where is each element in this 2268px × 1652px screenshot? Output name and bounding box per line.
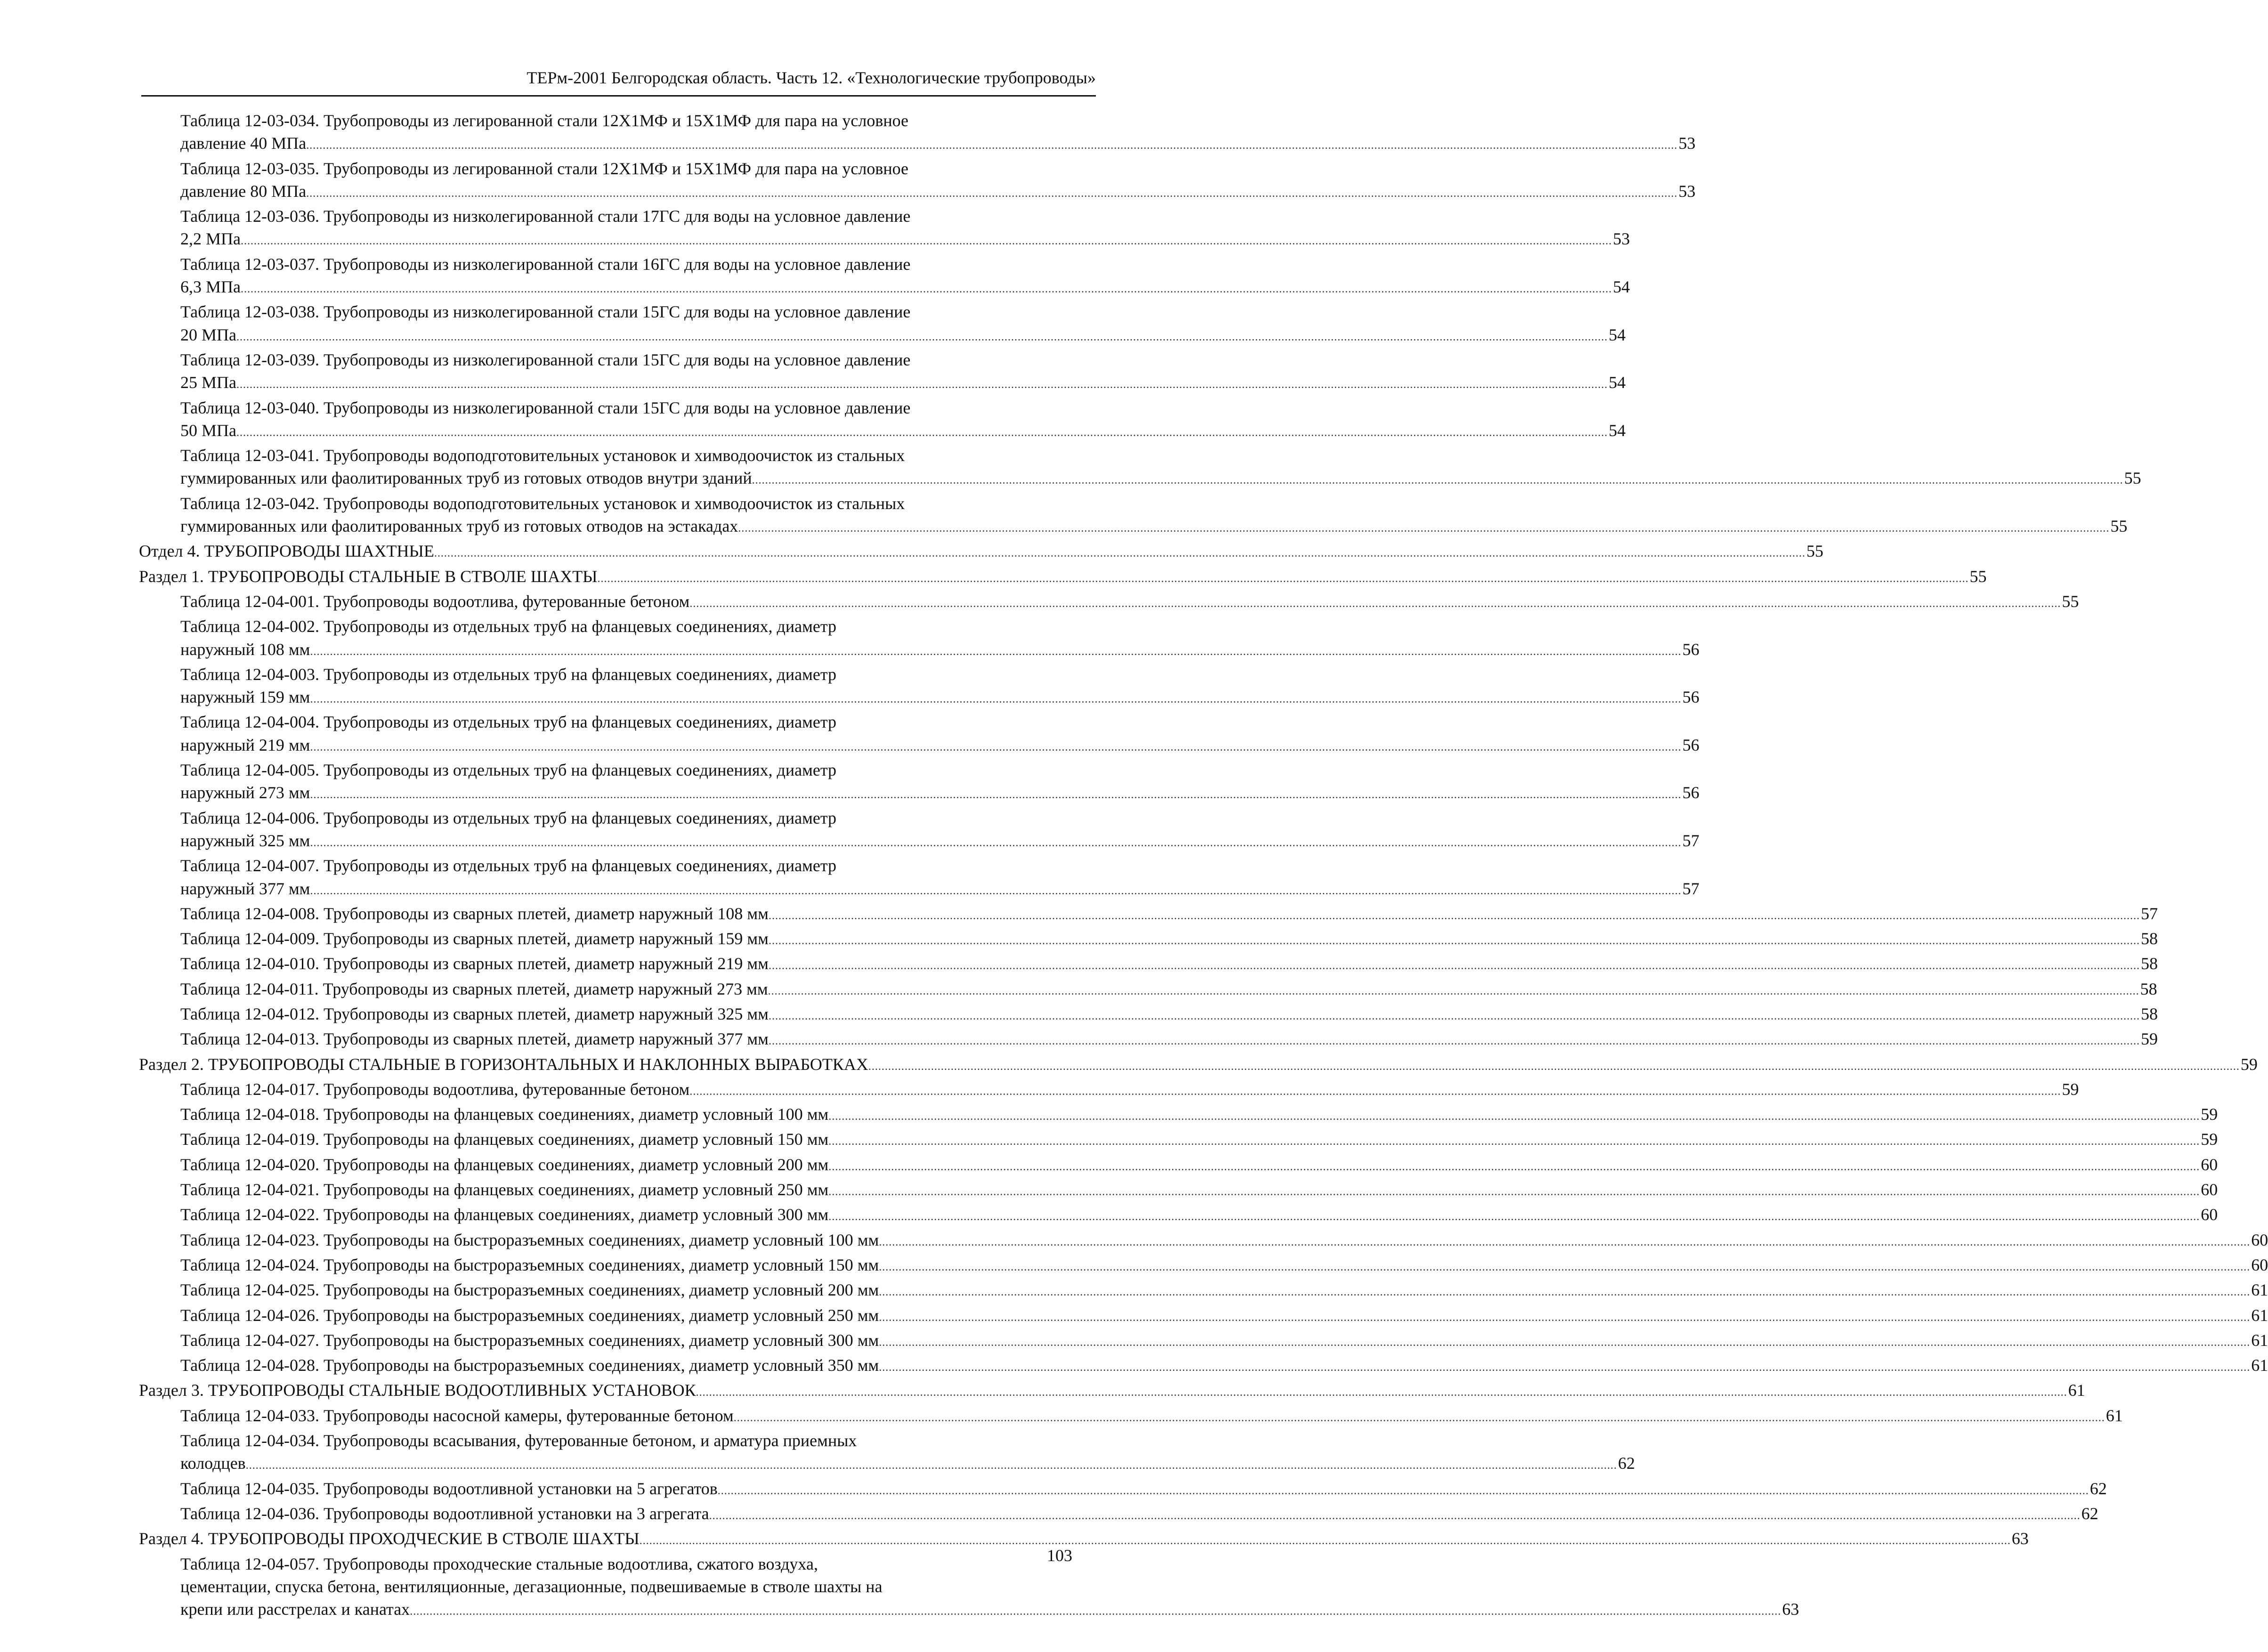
toc-entry-page: 60 <box>2251 1230 2268 1249</box>
toc-entry-page: 55 <box>1969 567 1987 586</box>
toc-entry-page: 55 <box>2110 517 2128 536</box>
toc-entry-page: 57 <box>1682 831 1700 850</box>
toc-entry-page: 59 <box>2201 1105 2218 1124</box>
toc-entry-leader-line <box>180 180 1696 205</box>
toc-table-entry[interactable] <box>139 1404 2123 1429</box>
toc-table-entry[interactable] <box>139 1553 1799 1623</box>
toc-entry-text-line: Таблица 12-04-004. Трубопроводы из отдельных труб на фланцевых соединениях, диаметр <box>180 713 836 732</box>
toc-entry-page: 54 <box>1609 421 1626 440</box>
toc-entry-title: Таблица 12-04-017. Трубопроводы водоотлива, футерованные бетоном <box>180 1079 690 1099</box>
toc-entry-page: 59 <box>2062 1079 2079 1099</box>
toc-entry-leader-line <box>180 902 2158 927</box>
toc-entry-title: наружный 219 мм <box>180 735 310 754</box>
toc-entry-leader-line <box>180 1254 2268 1279</box>
toc-entry-text-line: Таблица 12-04-005. Трубопроводы из отдельных труб на фланцевых соединениях, диаметр <box>180 761 836 780</box>
dot-leader <box>236 326 1608 348</box>
dot-leader <box>689 1080 2061 1103</box>
toc-entry-leader-line <box>180 419 1626 444</box>
toc-entry-leader-line <box>180 1279 2268 1304</box>
toc-entry-leader-line <box>180 1304 2268 1329</box>
toc-table-entry[interactable] <box>139 1254 2268 1279</box>
dot-leader <box>769 930 2140 952</box>
dot-leader <box>310 640 1681 663</box>
toc-entry-leader-line <box>180 1003 2158 1028</box>
toc-entry-title: Таблица 12-04-010. Трубопроводы из сварных плетей, диаметр наружный 219 мм <box>180 954 769 973</box>
toc-entry-title: Таблица 12-04-021. Трубопроводы на фланцевых соединениях, диаметр условный 250 мм <box>180 1180 829 1199</box>
dot-leader <box>310 736 1681 759</box>
dot-leader <box>828 1181 2200 1203</box>
toc-table-entry[interactable] <box>139 444 2141 492</box>
toc-entry-leader-line <box>180 1477 2107 1502</box>
toc-entry-text-line: Таблица 12-04-057. Трубопроводы проходческие стальные водоотлива, сжатого воздуха, <box>180 1554 818 1573</box>
toc-table-entry[interactable] <box>139 1103 2218 1128</box>
dot-leader <box>310 784 1681 806</box>
toc-entry-title: Таблица 12-04-035. Трубопроводы водоотливной установки на 5 агрегатов <box>180 1479 718 1498</box>
toc-entry-page: 63 <box>2011 1529 2029 1548</box>
toc-entry-leader-line <box>139 540 1823 565</box>
toc-table-entry[interactable] <box>139 590 2079 615</box>
dot-leader <box>640 1530 2011 1552</box>
dot-leader <box>828 1130 2200 1153</box>
toc-table-entry[interactable] <box>139 492 2128 540</box>
toc-entry-title: Таблица 12-04-019. Трубопроводы на фланцевых соединениях, диаметр условный 150 мм <box>180 1130 829 1149</box>
toc-table-entry[interactable] <box>139 759 1700 807</box>
toc-entry-title: Раздел 2. ТРУБОПРОВОДЫ СТАЛЬНЫЕ В ГОРИЗОНТАЛЬНЫХ И НАКЛОННЫХ ВЫРАБОТКАХ <box>139 1054 868 1074</box>
toc-entry-title: 25 МПа <box>180 373 236 392</box>
toc-entry-title: Таблица 12-04-022. Трубопроводы на фланцевых соединениях, диаметр условный 300 мм <box>180 1205 829 1224</box>
toc-entry-leader-line <box>180 1128 2218 1153</box>
dot-leader <box>434 542 1806 565</box>
toc-entry-leader-line <box>180 467 2141 492</box>
dot-leader <box>879 1306 2250 1329</box>
toc-entry-page: 61 <box>2068 1381 2085 1400</box>
toc-table-entry[interactable] <box>139 663 1700 711</box>
toc-entry-text-line: Таблица 12-03-038. Трубопроводы из низколегированной стали 15ГС для воды на условное давление <box>180 302 911 322</box>
dot-leader <box>769 905 2140 927</box>
toc-entry-leader-line <box>180 829 1700 854</box>
toc-section-entry[interactable] <box>139 1053 2258 1078</box>
toc-entry-leader-line <box>139 1053 2258 1078</box>
toc-table-entry[interactable] <box>139 300 1626 348</box>
toc-entry-page: 62 <box>2081 1504 2098 1523</box>
toc-entry-text-line: Таблица 12-03-039. Трубопроводы из низколегированной стали 15ГС для воды на условное давление <box>180 350 911 369</box>
toc-entry-title: Таблица 12-04-018. Трубопроводы на фланцевых соединениях, диаметр условный 100 мм <box>180 1105 829 1124</box>
toc-entry-title: наружный 159 мм <box>180 688 310 707</box>
toc-entry-page: 61 <box>2251 1330 2268 1350</box>
toc-entry-leader-line <box>180 1153 2218 1178</box>
header-title: ТЕРм-2001 Белгородская область. Часть 12. «Технологические трубопроводы» <box>526 68 1096 87</box>
dot-leader <box>769 955 2140 977</box>
dot-leader <box>410 1600 1781 1623</box>
toc-table-entry[interactable] <box>139 711 1700 759</box>
toc-entry-page: 55 <box>1806 542 1823 561</box>
table-of-contents <box>139 109 2268 1623</box>
toc-entry-title: Таблица 12-04-013. Трубопроводы из сварных плетей, диаметр наружный 377 мм <box>180 1029 769 1049</box>
toc-entry-page: 58 <box>2140 929 2158 948</box>
toc-table-entry[interactable] <box>139 397 1626 445</box>
toc-entry-leader-line <box>139 1527 2029 1552</box>
toc-entry-text-line: Таблица 12-04-002. Трубопроводы из отдельных труб на фланцевых соединениях, диаметр <box>180 617 836 636</box>
toc-entry-title: колодцев <box>180 1454 246 1473</box>
toc-entry-leader-line <box>139 565 1987 590</box>
toc-entry-page: 60 <box>2201 1205 2218 1224</box>
toc-entry-page: 54 <box>1609 325 1626 344</box>
toc-entry-leader-line <box>180 1028 2158 1053</box>
toc-entry-page: 56 <box>1682 735 1700 754</box>
dot-leader <box>696 1381 2067 1404</box>
dot-leader <box>828 1105 2200 1128</box>
toc-entry-page: 62 <box>1618 1454 1635 1473</box>
toc-entry-leader-line <box>180 515 2128 540</box>
toc-entry-text-line: Таблица 12-03-042. Трубопроводы водоподготовительных установок и химводоочисток из стальных <box>180 494 905 513</box>
toc-entry-title: гуммированных или фаолитированных труб из готовых отводов на эстакадах <box>180 517 738 536</box>
dot-leader <box>868 1055 2240 1078</box>
dot-leader <box>310 688 1681 711</box>
toc-entry-page: 61 <box>2251 1356 2268 1375</box>
toc-table-entry[interactable] <box>139 1028 2158 1053</box>
toc-entry-title: Таблица 12-04-012. Трубопроводы из сварных плетей, диаметр наружный 325 мм <box>180 1004 769 1023</box>
dot-leader <box>306 134 1677 157</box>
toc-entry-leader-line <box>180 1078 2079 1103</box>
toc-entry-page: 58 <box>2140 954 2158 973</box>
toc-entry-title: 20 МПа <box>180 325 236 344</box>
toc-entry-leader-line <box>180 1103 2218 1128</box>
toc-entry-leader-line <box>180 132 1696 157</box>
dot-leader <box>718 1480 2089 1502</box>
dot-leader <box>879 1281 2250 1304</box>
toc-table-entry[interactable] <box>139 1279 2268 1304</box>
toc-entry-text-line: Таблица 12-03-034. Трубопроводы из легированной стали 12Х1МФ и 15Х1МФ для пара на условное <box>180 111 908 130</box>
toc-entry-title: Таблица 12-04-033. Трубопроводы насосной камеры, футерованные бетоном <box>180 1406 734 1425</box>
toc-table-entry[interactable] <box>139 1329 2268 1354</box>
toc-entry-title: Таблица 12-04-026. Трубопроводы на быстроразъемных соединениях, диаметр условный 250 мм <box>180 1305 879 1325</box>
toc-entry-page: 61 <box>2251 1280 2268 1300</box>
toc-entry-page: 60 <box>2251 1255 2268 1274</box>
toc-entry-title: наружный 108 мм <box>180 640 310 659</box>
dot-leader <box>598 567 1969 590</box>
toc-entry-title: Таблица 12-04-009. Трубопроводы из сварных плетей, диаметр наружный 159 мм <box>180 929 769 948</box>
toc-table-entry[interactable] <box>139 1203 2218 1228</box>
toc-entry-leader-line <box>139 1379 2085 1404</box>
toc-section-entry[interactable] <box>139 1379 2085 1404</box>
toc-table-entry[interactable] <box>139 615 1700 663</box>
toc-table-entry[interactable] <box>139 1078 2079 1103</box>
dot-leader <box>246 1454 1617 1477</box>
dot-leader <box>879 1356 2250 1379</box>
toc-entry-title: Таблица 12-04-023. Трубопроводы на быстроразъемных соединениях, диаметр условный 100 мм <box>180 1230 879 1249</box>
toc-entry-page: 59 <box>2201 1130 2218 1149</box>
toc-entry-text-line: Таблица 12-04-007. Трубопроводы из отдельных труб на фланцевых соединениях, диаметр <box>180 856 836 875</box>
toc-table-entry[interactable] <box>139 1354 2268 1379</box>
toc-entry-page: 59 <box>2240 1054 2258 1074</box>
toc-entry-title: Отдел 4. ТРУБОПРОВОДЫ ШАХТНЫЕ <box>139 542 434 561</box>
toc-entry-title: Таблица 12-04-028. Трубопроводы на быстроразъемных соединениях, диаметр условный 350 мм <box>180 1356 879 1375</box>
toc-entry-page: 63 <box>1782 1600 1799 1619</box>
toc-entry-leader-line <box>180 734 1700 759</box>
toc-entry-text-line: Таблица 12-04-006. Трубопроводы из отдельных труб на фланцевых соединениях, диаметр <box>180 808 836 827</box>
toc-entry-page: 61 <box>2251 1305 2268 1325</box>
toc-entry-leader-line <box>180 1502 2098 1527</box>
toc-entry-text-line: Таблица 12-03-035. Трубопроводы из легированной стали 12Х1МФ и 15Х1МФ для пара на условное <box>180 159 908 178</box>
toc-table-entry[interactable] <box>139 1429 1635 1477</box>
toc-entry-leader-line <box>180 1178 2218 1203</box>
toc-entry-leader-line <box>180 275 1630 300</box>
toc-entry-page: 61 <box>2106 1406 2123 1425</box>
toc-entry-title: наружный 377 мм <box>180 879 310 898</box>
toc-entry-leader-line <box>180 371 1626 396</box>
toc-entry-leader-line <box>180 877 1700 902</box>
toc-table-entry[interactable] <box>139 1477 2107 1502</box>
toc-entry-page: 53 <box>1678 181 1696 201</box>
toc-entry-text-line: цементации, спуска бетона, вентиляционные, дегазационные, подвешиваемые в стволе шахты на <box>180 1577 883 1596</box>
toc-table-entry[interactable] <box>139 1304 2268 1329</box>
dot-leader <box>709 1505 2081 1527</box>
toc-entry-text-line: Таблица 12-03-037. Трубопроводы из низколегированной стали 16ГС для воды на условное давление <box>180 254 911 274</box>
dot-leader <box>738 517 2109 540</box>
dot-leader <box>236 373 1608 396</box>
running-header <box>141 66 1096 97</box>
toc-entry-page: 55 <box>2062 591 2079 611</box>
toc-table-entry[interactable] <box>139 807 1700 855</box>
toc-entry-leader-line <box>180 978 2157 1003</box>
dot-leader <box>752 469 2123 492</box>
toc-entry-text-line: Таблица 12-04-003. Трубопроводы из отдельных труб на фланцевых соединениях, диаметр <box>180 664 836 684</box>
toc-entry-page: 53 <box>1678 134 1696 153</box>
dot-leader <box>769 1005 2140 1028</box>
dot-leader <box>768 980 2139 1003</box>
toc-table-entry[interactable] <box>139 253 1630 301</box>
toc-entry-page: 60 <box>2201 1180 2218 1199</box>
dot-leader <box>689 592 2061 615</box>
toc-entry-title: 50 МПа <box>180 421 236 440</box>
toc-entry-page: 56 <box>1682 783 1700 802</box>
toc-entry-page: 58 <box>2140 1004 2158 1023</box>
toc-entry-leader-line <box>180 1229 2268 1254</box>
toc-entry-title: 2,2 МПа <box>180 229 241 249</box>
toc-entry-page: 53 <box>1613 229 1630 249</box>
toc-entry-leader-line <box>180 1203 2218 1228</box>
toc-table-entry[interactable] <box>139 927 2158 952</box>
toc-entry-title: Таблица 12-04-027. Трубопроводы на быстроразъемных соединениях, диаметр условный 300 мм <box>180 1330 879 1350</box>
toc-section-entry[interactable] <box>139 540 1823 565</box>
toc-section-entry[interactable] <box>139 1527 2029 1552</box>
toc-entry-leader-line <box>180 686 1700 711</box>
toc-entry-page: 60 <box>2201 1155 2218 1174</box>
toc-entry-leader-line <box>180 1354 2268 1379</box>
toc-entry-page: 54 <box>1609 373 1626 392</box>
toc-table-entry[interactable] <box>139 157 1696 205</box>
toc-entry-page: 55 <box>2124 469 2141 488</box>
toc-entry-leader-line <box>180 952 2158 977</box>
toc-table-entry[interactable] <box>139 1502 2098 1527</box>
toc-entry-page: 56 <box>1682 688 1700 707</box>
dot-leader <box>734 1407 2105 1429</box>
toc-entry-page: 58 <box>2140 979 2157 998</box>
toc-entry-title: Таблица 12-04-024. Трубопроводы на быстроразъемных соединениях, диаметр условный 150 мм <box>180 1255 879 1274</box>
toc-entry-text-line: Таблица 12-03-036. Трубопроводы из низколегированной стали 17ГС для воды на условное давление <box>180 207 911 226</box>
toc-entry-title: наружный 325 мм <box>180 831 310 850</box>
toc-entry-leader-line <box>180 1452 1635 1477</box>
toc-table-entry[interactable] <box>139 1003 2158 1028</box>
page-number: 103 <box>1047 1546 1072 1565</box>
dot-leader <box>241 230 1612 252</box>
toc-table-entry[interactable] <box>139 1153 2218 1178</box>
toc-entry-page: 57 <box>2140 904 2158 923</box>
toc-entry-title: крепи или расстрелах и канатах <box>180 1600 410 1619</box>
toc-table-entry[interactable] <box>139 952 2158 977</box>
toc-table-entry[interactable] <box>139 978 2157 1003</box>
toc-entry-text-line: Таблица 12-03-041. Трубопроводы водоподготовительных установок и химводоочисток из стальных <box>180 446 905 465</box>
dot-leader <box>310 832 1681 854</box>
toc-entry-title: Раздел 1. ТРУБОПРОВОДЫ СТАЛЬНЫЕ В СТВОЛЕ ШАХТЫ <box>139 567 598 586</box>
toc-table-entry[interactable] <box>139 348 1626 397</box>
toc-table-entry[interactable] <box>139 109 1696 157</box>
dot-leader <box>241 278 1612 300</box>
toc-entry-leader-line <box>180 590 2079 615</box>
toc-entry-page: 62 <box>2090 1479 2107 1498</box>
toc-entry-title: 6,3 МПа <box>180 277 241 297</box>
toc-entry-text-line: Таблица 12-04-034. Трубопроводы всасывания, футерованные бетоном, и арматура приемных <box>180 1431 857 1450</box>
toc-entry-title: Таблица 12-04-020. Трубопроводы на фланцевых соединениях, диаметр условный 200 мм <box>180 1155 829 1174</box>
toc-entry-title: давление 80 МПа <box>180 181 307 201</box>
toc-entry-leader-line <box>180 927 2158 952</box>
toc-entry-title: давление 40 МПа <box>180 134 307 153</box>
toc-entry-leader-line <box>180 781 1700 806</box>
dot-leader <box>879 1331 2250 1354</box>
toc-table-entry[interactable] <box>139 205 1630 253</box>
toc-section-entry[interactable] <box>139 565 1987 590</box>
dot-leader <box>879 1256 2250 1279</box>
dot-leader <box>306 182 1677 205</box>
toc-entry-page: 57 <box>1682 879 1700 898</box>
toc-entry-leader-line <box>180 638 1700 663</box>
dot-leader <box>769 1030 2140 1053</box>
toc-table-entry[interactable] <box>139 1178 2218 1203</box>
toc-entry-page: 56 <box>1682 640 1700 659</box>
toc-entry-leader-line <box>180 227 1630 252</box>
toc-entry-leader-line <box>180 1598 1799 1623</box>
toc-entry-title: наружный 273 мм <box>180 783 310 802</box>
toc-entry-title: Раздел 4. ТРУБОПРОВОДЫ ПРОХОДЧЕСКИЕ В СТВОЛЕ ШАХТЫ <box>139 1529 640 1548</box>
toc-entry-page: 54 <box>1613 277 1630 297</box>
dot-leader <box>310 880 1681 902</box>
toc-entry-title: Таблица 12-04-036. Трубопроводы водоотливной установки на 3 агрегата <box>180 1504 709 1523</box>
toc-table-entry[interactable] <box>139 1128 2218 1153</box>
toc-entry-leader-line <box>180 1329 2268 1354</box>
toc-entry-leader-line <box>180 1404 2123 1429</box>
dot-leader <box>828 1156 2200 1178</box>
toc-table-entry[interactable] <box>139 854 1700 902</box>
dot-leader <box>236 421 1608 444</box>
toc-entry-text-line: Таблица 12-03-040. Трубопроводы из низколегированной стали 15ГС для воды на условное давление <box>180 398 911 417</box>
toc-entry-title: Раздел 3. ТРУБОПРОВОДЫ СТАЛЬНЫЕ ВОДООТЛИВНЫХ УСТАНОВОК <box>139 1381 696 1400</box>
dot-leader <box>828 1206 2200 1228</box>
dot-leader <box>879 1231 2250 1254</box>
toc-table-entry[interactable] <box>139 1229 2268 1254</box>
toc-entry-title: гуммированных или фаолитированных труб из готовых отводов внутри зданий <box>180 469 752 488</box>
toc-entry-leader-line <box>180 324 1626 348</box>
toc-entry-title: Таблица 12-04-008. Трубопроводы из сварных плетей, диаметр наружный 108 мм <box>180 904 769 923</box>
toc-entry-title: Таблица 12-04-025. Трубопроводы на быстроразъемных соединениях, диаметр условный 200 мм <box>180 1280 879 1300</box>
toc-table-entry[interactable] <box>139 902 2158 927</box>
toc-entry-page: 59 <box>2140 1029 2158 1049</box>
toc-entry-title: Таблица 12-04-011. Трубопроводы из сварных плетей, диаметр наружный 273 мм <box>180 979 768 998</box>
toc-entry-title: Таблица 12-04-001. Трубопроводы водоотлива, футерованные бетоном <box>180 591 690 611</box>
